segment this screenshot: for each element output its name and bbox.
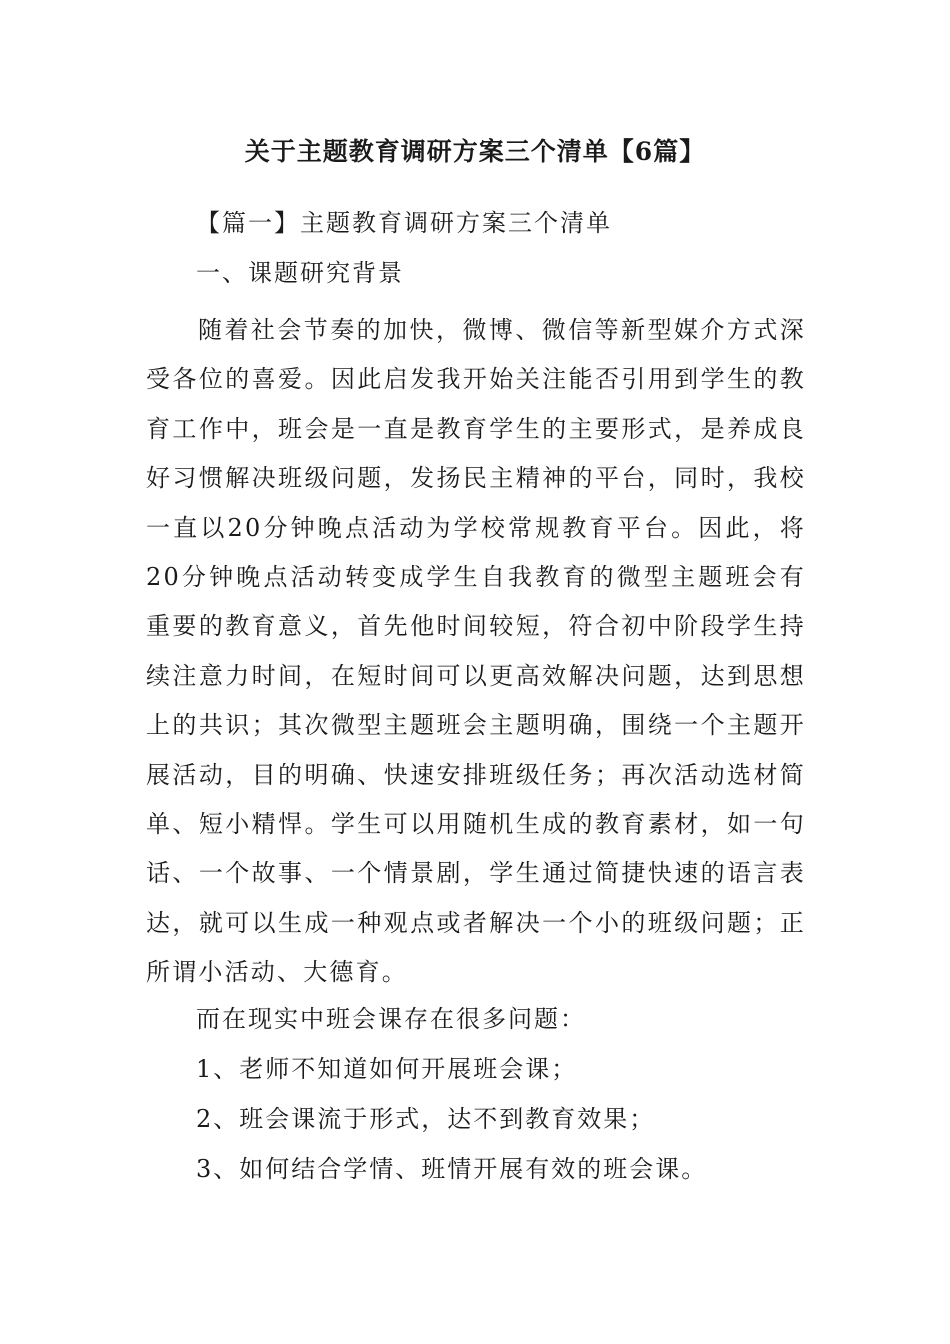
background-paragraph: 随着社会节奏的加快，微博、微信等新型媒介方式深受各位的喜爱。因此启发我开始关注能否引用到学生的教育工作中，班会是一直是教育学生的主要形式，是养成良好习惯解决班级问题，发扬民主精神的平台，同时，我校一直以20分钟晚点活动为学校常规教育平台。因此，将20分钟晚点活动转变成学生自我教育的微型主题班会有重要的教育意义，首先他时间较短，符合初中阶段学生持续注意力时间，在短时间可以更高效解决问题，达到思想上的共识；其次微型主题班会主题明确，围绕一个主题开展活动，目的明确、快速安排班级任务；再次活动选材简单、短小精悍。学生可以用随机生成的教育素材，如一句话、一个故事、一个情景剧，学生通过简捷快速的语言表达，就可以生成一种观点或者解决一个小的班级问题；正所谓小活动、大德育。 [146, 316, 806, 987]
list-item: 3、如何结合学情、班情开展有效的班会课。 [196, 1155, 708, 1183]
list-item: 1、老师不知道如何开展班会课； [196, 1055, 578, 1083]
problems-intro: 而在现实中班会课存在很多问题： [196, 1005, 586, 1033]
subheading: 一、课题研究背景 [196, 259, 404, 287]
list-item: 2、班会课流于形式，达不到教育效果； [196, 1105, 656, 1133]
document-title: 关于主题教育调研方案三个清单【6篇】 [244, 137, 706, 166]
section-heading: 【篇一】主题教育调研方案三个清单 [196, 209, 612, 237]
